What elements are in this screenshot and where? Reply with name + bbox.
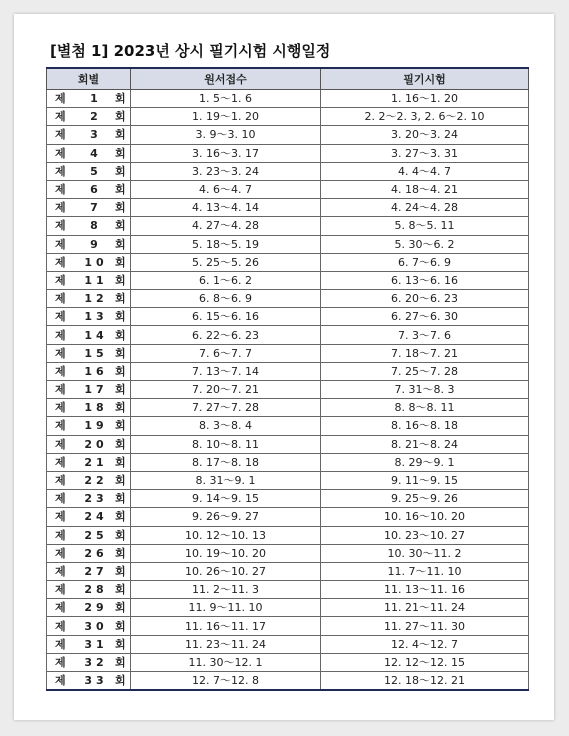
round-number: 10 bbox=[84, 255, 108, 269]
table-row bbox=[47, 362, 529, 380]
round-cell bbox=[47, 126, 131, 144]
round-cell bbox=[47, 581, 131, 599]
round-suffix: 회 bbox=[115, 437, 126, 451]
exam-period-cell: 12. 12～12. 15 bbox=[321, 653, 529, 671]
table-header-row bbox=[47, 68, 529, 90]
round-number: 13 bbox=[84, 310, 108, 324]
round-suffix: 회 bbox=[115, 492, 126, 506]
exam-period-cell: 2. 2～2. 3, 2. 6～2. 10 bbox=[321, 108, 529, 126]
exam-period-cell: 6. 27～6. 30 bbox=[321, 308, 529, 326]
round-suffix: 회 bbox=[115, 255, 126, 269]
application-period-cell: 6. 1～6. 2 bbox=[131, 271, 321, 289]
application-period-cell: 7. 13～7. 14 bbox=[131, 362, 321, 380]
round-suffix: 회 bbox=[115, 674, 126, 688]
round-number: 6 bbox=[90, 183, 102, 197]
round-prefix: 제 bbox=[55, 364, 66, 378]
table-row bbox=[47, 381, 529, 399]
round-prefix: 제 bbox=[55, 146, 66, 160]
round-cell bbox=[47, 90, 131, 108]
application-period-cell: 10. 26～10. 27 bbox=[131, 562, 321, 580]
application-period-cell: 11. 16～11. 17 bbox=[131, 617, 321, 635]
exam-period-cell: 7. 18～7. 21 bbox=[321, 344, 529, 362]
round-suffix: 회 bbox=[115, 364, 126, 378]
round-suffix: 회 bbox=[115, 583, 126, 597]
round-prefix: 제 bbox=[55, 674, 66, 688]
round-cell bbox=[47, 162, 131, 180]
round-number: 20 bbox=[84, 437, 108, 451]
round-cell bbox=[47, 435, 131, 453]
round-suffix: 회 bbox=[115, 110, 126, 124]
round-cell bbox=[47, 399, 131, 417]
round-number: 14 bbox=[84, 328, 108, 342]
round-cell bbox=[47, 381, 131, 399]
round-number: 33 bbox=[84, 674, 108, 688]
table-row bbox=[47, 544, 529, 562]
round-cell bbox=[47, 562, 131, 580]
round-prefix: 제 bbox=[55, 601, 66, 615]
application-period-cell: 9. 26～9. 27 bbox=[131, 508, 321, 526]
round-suffix: 회 bbox=[115, 655, 126, 669]
exam-period-cell: 4. 18～4. 21 bbox=[321, 180, 529, 198]
table-row bbox=[47, 180, 529, 198]
round-suffix: 회 bbox=[115, 92, 126, 106]
round-prefix: 제 bbox=[55, 183, 66, 197]
round-number: 1 bbox=[90, 92, 102, 106]
round-suffix: 회 bbox=[115, 383, 126, 397]
table-row bbox=[47, 417, 529, 435]
round-suffix: 회 bbox=[115, 619, 126, 633]
application-period-cell: 6. 8～6. 9 bbox=[131, 290, 321, 308]
round-prefix: 제 bbox=[55, 474, 66, 488]
exam-period-cell: 10. 16～10. 20 bbox=[321, 508, 529, 526]
application-period-cell: 1. 5～1. 6 bbox=[131, 90, 321, 108]
round-number: 5 bbox=[90, 164, 102, 178]
round-number: 3 bbox=[90, 128, 102, 142]
application-period-cell: 4. 27～4. 28 bbox=[131, 217, 321, 235]
round-prefix: 제 bbox=[55, 492, 66, 506]
exam-period-cell: 9. 25～9. 26 bbox=[321, 490, 529, 508]
application-period-cell: 11. 23～11. 24 bbox=[131, 635, 321, 653]
round-suffix: 회 bbox=[115, 201, 126, 215]
application-period-cell: 1. 19～1. 20 bbox=[131, 108, 321, 126]
round-number: 15 bbox=[84, 346, 108, 360]
round-cell bbox=[47, 617, 131, 635]
table-row bbox=[47, 344, 529, 362]
round-number: 4 bbox=[90, 146, 102, 160]
table-row bbox=[47, 253, 529, 271]
application-period-cell: 10. 12～10. 13 bbox=[131, 526, 321, 544]
round-cell bbox=[47, 235, 131, 253]
round-suffix: 회 bbox=[115, 546, 126, 560]
round-prefix: 제 bbox=[55, 528, 66, 542]
round-prefix: 제 bbox=[55, 401, 66, 415]
application-period-cell: 10. 19～10. 20 bbox=[131, 544, 321, 562]
round-prefix: 제 bbox=[55, 655, 66, 669]
round-suffix: 회 bbox=[115, 419, 126, 433]
round-prefix: 제 bbox=[55, 310, 66, 324]
table-row bbox=[47, 635, 529, 653]
round-cell bbox=[47, 453, 131, 471]
round-prefix: 제 bbox=[55, 164, 66, 178]
round-cell bbox=[47, 144, 131, 162]
table-row bbox=[47, 126, 529, 144]
application-period-cell: 9. 14～9. 15 bbox=[131, 490, 321, 508]
table-row bbox=[47, 471, 529, 489]
round-cell bbox=[47, 362, 131, 380]
round-suffix: 회 bbox=[115, 128, 126, 142]
round-suffix: 회 bbox=[115, 510, 126, 524]
table-row bbox=[47, 308, 529, 326]
round-suffix: 회 bbox=[115, 219, 126, 233]
table-row bbox=[47, 271, 529, 289]
round-cell bbox=[47, 217, 131, 235]
round-cell bbox=[47, 635, 131, 653]
round-prefix: 제 bbox=[55, 219, 66, 233]
round-number: 29 bbox=[84, 601, 108, 615]
round-prefix: 제 bbox=[55, 546, 66, 560]
table-row bbox=[47, 144, 529, 162]
round-prefix: 제 bbox=[55, 201, 66, 215]
exam-period-cell: 11. 7～11. 10 bbox=[321, 562, 529, 580]
exam-period-cell: 5. 8～5. 11 bbox=[321, 217, 529, 235]
exam-period-cell: 9. 11～9. 15 bbox=[321, 471, 529, 489]
table-row bbox=[47, 235, 529, 253]
application-period-cell: 5. 18～5. 19 bbox=[131, 235, 321, 253]
round-number: 18 bbox=[84, 401, 108, 415]
exam-period-cell: 3. 20～3. 24 bbox=[321, 126, 529, 144]
table-row bbox=[47, 490, 529, 508]
application-period-cell: 11. 9～11. 10 bbox=[131, 599, 321, 617]
table-row bbox=[47, 617, 529, 635]
application-period-cell: 12. 7～12. 8 bbox=[131, 672, 321, 691]
application-period-cell: 5. 25～5. 26 bbox=[131, 253, 321, 271]
application-period-cell: 7. 20～7. 21 bbox=[131, 381, 321, 399]
round-prefix: 제 bbox=[55, 637, 66, 651]
round-suffix: 회 bbox=[115, 601, 126, 615]
round-cell bbox=[47, 108, 131, 126]
application-period-cell: 3. 9～3. 10 bbox=[131, 126, 321, 144]
round-suffix: 회 bbox=[115, 146, 126, 160]
round-prefix: 제 bbox=[55, 455, 66, 469]
exam-period-cell: 11. 21～11. 24 bbox=[321, 599, 529, 617]
round-number: 11 bbox=[84, 273, 108, 287]
round-prefix: 제 bbox=[55, 328, 66, 342]
table-row bbox=[47, 108, 529, 126]
round-number: 28 bbox=[84, 583, 108, 597]
round-cell bbox=[47, 326, 131, 344]
round-number: 2 bbox=[90, 110, 102, 124]
table-row bbox=[47, 90, 529, 108]
round-suffix: 회 bbox=[115, 637, 126, 651]
round-suffix: 회 bbox=[115, 528, 126, 542]
exam-period-cell: 7. 31～8. 3 bbox=[321, 381, 529, 399]
round-number: 22 bbox=[84, 474, 108, 488]
table-row bbox=[47, 453, 529, 471]
table-row bbox=[47, 562, 529, 580]
round-number: 16 bbox=[84, 364, 108, 378]
exam-period-cell: 1. 16～1. 20 bbox=[321, 90, 529, 108]
exam-period-cell: 10. 23～10. 27 bbox=[321, 526, 529, 544]
round-number: 21 bbox=[84, 455, 108, 469]
round-number: 25 bbox=[84, 528, 108, 542]
round-suffix: 회 bbox=[115, 564, 126, 578]
round-number: 12 bbox=[84, 292, 108, 306]
application-period-cell: 8. 17～8. 18 bbox=[131, 453, 321, 471]
round-prefix: 제 bbox=[55, 419, 66, 433]
exam-period-cell: 10. 30～11. 2 bbox=[321, 544, 529, 562]
exam-period-cell: 6. 7～6. 9 bbox=[321, 253, 529, 271]
round-suffix: 회 bbox=[115, 292, 126, 306]
round-cell bbox=[47, 308, 131, 326]
table-body bbox=[47, 90, 529, 691]
application-period-cell: 11. 2～11. 3 bbox=[131, 581, 321, 599]
round-suffix: 회 bbox=[115, 237, 126, 251]
table-row bbox=[47, 581, 529, 599]
application-period-cell: 4. 13～4. 14 bbox=[131, 199, 321, 217]
round-number: 26 bbox=[84, 546, 108, 560]
exam-period-cell: 3. 27～3. 31 bbox=[321, 144, 529, 162]
table-row bbox=[47, 399, 529, 417]
round-number: 32 bbox=[84, 655, 108, 669]
round-prefix: 제 bbox=[55, 292, 66, 306]
round-suffix: 회 bbox=[115, 328, 126, 342]
exam-period-cell: 12. 18～12. 21 bbox=[321, 672, 529, 691]
table-row bbox=[47, 653, 529, 671]
round-cell bbox=[47, 508, 131, 526]
exam-period-cell: 4. 4～4. 7 bbox=[321, 162, 529, 180]
round-number: 17 bbox=[84, 383, 108, 397]
round-cell bbox=[47, 180, 131, 198]
round-cell bbox=[47, 417, 131, 435]
header-round: 회별 bbox=[47, 68, 131, 90]
round-cell bbox=[47, 544, 131, 562]
round-number: 24 bbox=[84, 510, 108, 524]
round-number: 27 bbox=[84, 564, 108, 578]
exam-period-cell: 7. 3～7. 6 bbox=[321, 326, 529, 344]
exam-schedule-table bbox=[46, 67, 529, 691]
round-prefix: 제 bbox=[55, 237, 66, 251]
round-number: 19 bbox=[84, 419, 108, 433]
round-suffix: 회 bbox=[115, 455, 126, 469]
round-suffix: 회 bbox=[115, 474, 126, 488]
table-row bbox=[47, 526, 529, 544]
application-period-cell: 8. 31～9. 1 bbox=[131, 471, 321, 489]
table-row bbox=[47, 326, 529, 344]
table-row bbox=[47, 290, 529, 308]
round-suffix: 회 bbox=[115, 164, 126, 178]
table-row bbox=[47, 435, 529, 453]
round-prefix: 제 bbox=[55, 383, 66, 397]
round-cell bbox=[47, 653, 131, 671]
round-number: 8 bbox=[90, 219, 102, 233]
exam-period-cell: 8. 16～8. 18 bbox=[321, 417, 529, 435]
table-row bbox=[47, 199, 529, 217]
round-number: 23 bbox=[84, 492, 108, 506]
application-period-cell: 4. 6～4. 7 bbox=[131, 180, 321, 198]
exam-period-cell: 4. 24～4. 28 bbox=[321, 199, 529, 217]
round-number: 30 bbox=[84, 619, 108, 633]
round-suffix: 회 bbox=[115, 346, 126, 360]
application-period-cell: 6. 22～6. 23 bbox=[131, 326, 321, 344]
round-number: 9 bbox=[90, 237, 102, 251]
round-prefix: 제 bbox=[55, 128, 66, 142]
round-cell bbox=[47, 526, 131, 544]
round-prefix: 제 bbox=[55, 346, 66, 360]
table-row bbox=[47, 508, 529, 526]
round-cell bbox=[47, 253, 131, 271]
application-period-cell: 7. 6～7. 7 bbox=[131, 344, 321, 362]
application-period-cell: 7. 27～7. 28 bbox=[131, 399, 321, 417]
round-suffix: 회 bbox=[115, 401, 126, 415]
exam-period-cell: 11. 27～11. 30 bbox=[321, 617, 529, 635]
round-number: 7 bbox=[90, 201, 102, 215]
exam-period-cell: 5. 30～6. 2 bbox=[321, 235, 529, 253]
exam-period-cell: 8. 29～9. 1 bbox=[321, 453, 529, 471]
header-application: 원서접수 bbox=[131, 68, 321, 90]
application-period-cell: 8. 3～8. 4 bbox=[131, 417, 321, 435]
round-cell bbox=[47, 599, 131, 617]
round-prefix: 제 bbox=[55, 564, 66, 578]
round-prefix: 제 bbox=[55, 273, 66, 287]
round-prefix: 제 bbox=[55, 255, 66, 269]
exam-period-cell: 6. 13～6. 16 bbox=[321, 271, 529, 289]
round-prefix: 제 bbox=[55, 110, 66, 124]
round-cell bbox=[47, 271, 131, 289]
round-suffix: 회 bbox=[115, 183, 126, 197]
round-prefix: 제 bbox=[55, 510, 66, 524]
exam-period-cell: 8. 8～8. 11 bbox=[321, 399, 529, 417]
round-cell bbox=[47, 672, 131, 691]
exam-period-cell: 12. 4～12. 7 bbox=[321, 635, 529, 653]
round-cell bbox=[47, 344, 131, 362]
application-period-cell: 3. 23～3. 24 bbox=[131, 162, 321, 180]
round-cell bbox=[47, 199, 131, 217]
document-title: [별첨 1] 2023년 상시 필기시험 시행일정 bbox=[50, 42, 331, 60]
round-suffix: 회 bbox=[115, 273, 126, 287]
round-cell bbox=[47, 471, 131, 489]
table-row bbox=[47, 217, 529, 235]
round-prefix: 제 bbox=[55, 92, 66, 106]
exam-period-cell: 7. 25～7. 28 bbox=[321, 362, 529, 380]
header-exam: 필기시험 bbox=[321, 68, 529, 90]
round-prefix: 제 bbox=[55, 583, 66, 597]
application-period-cell: 3. 16～3. 17 bbox=[131, 144, 321, 162]
round-prefix: 제 bbox=[55, 619, 66, 633]
round-number: 31 bbox=[84, 637, 108, 651]
table-row bbox=[47, 672, 529, 691]
application-period-cell: 8. 10～8. 11 bbox=[131, 435, 321, 453]
table-row bbox=[47, 599, 529, 617]
round-cell bbox=[47, 490, 131, 508]
round-cell bbox=[47, 290, 131, 308]
exam-period-cell: 11. 13～11. 16 bbox=[321, 581, 529, 599]
application-period-cell: 6. 15～6. 16 bbox=[131, 308, 321, 326]
table-row bbox=[47, 162, 529, 180]
application-period-cell: 11. 30～12. 1 bbox=[131, 653, 321, 671]
exam-period-cell: 6. 20～6. 23 bbox=[321, 290, 529, 308]
round-suffix: 회 bbox=[115, 310, 126, 324]
document-page bbox=[14, 14, 554, 720]
round-prefix: 제 bbox=[55, 437, 66, 451]
exam-period-cell: 8. 21～8. 24 bbox=[321, 435, 529, 453]
